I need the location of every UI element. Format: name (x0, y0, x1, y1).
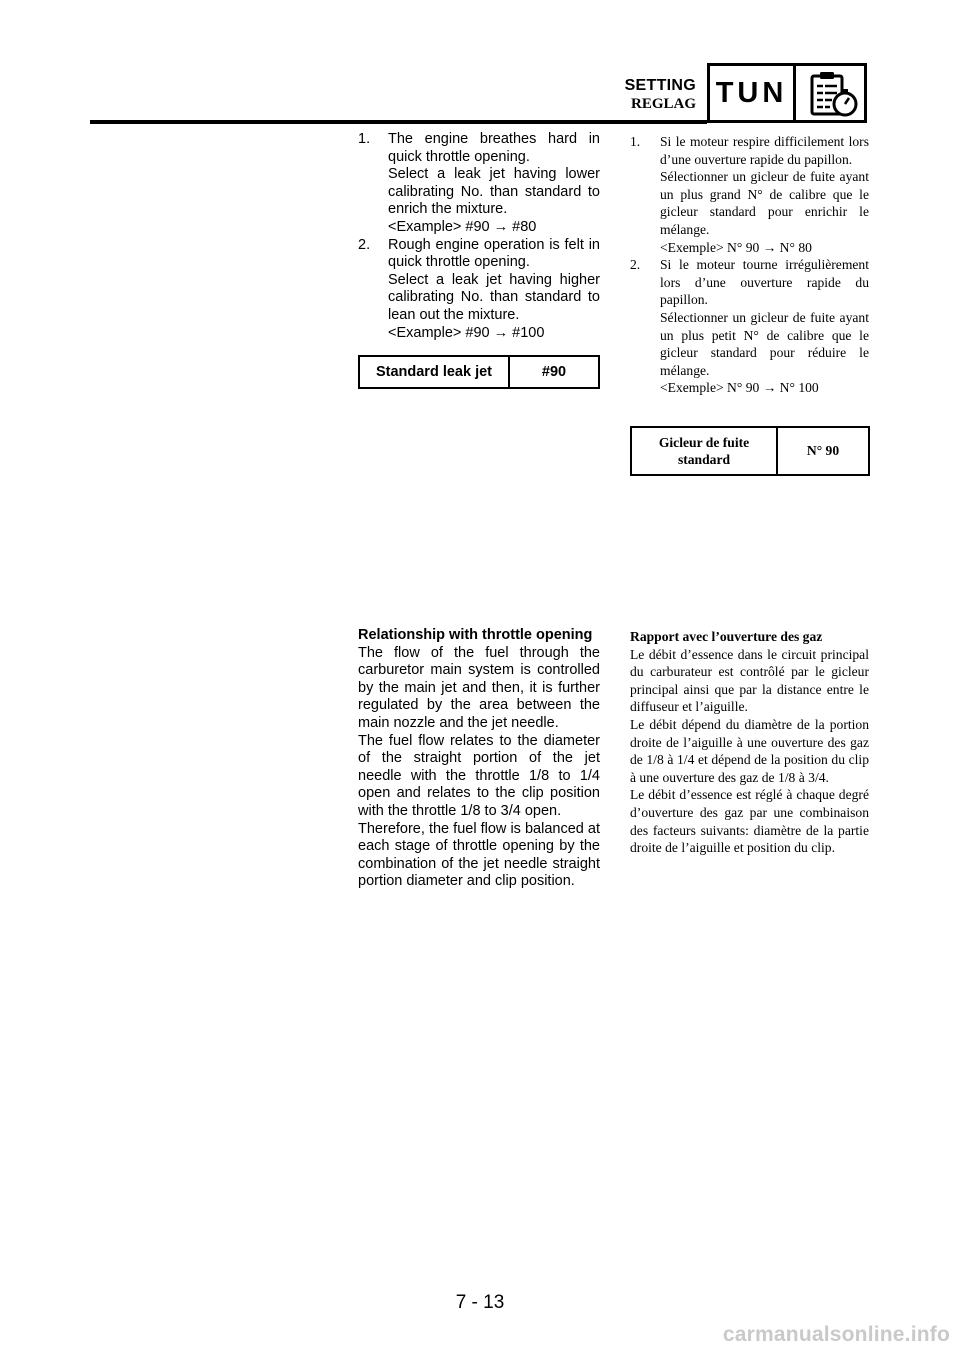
english-steps (358, 131, 600, 342)
spec-label: Gicleur de fuite standard (631, 427, 777, 475)
spec-value: #90 (509, 356, 599, 388)
list-item: 1. Si le moteur respire difficilement lors d’une ouverture rapide du papillon. Sélectionner un gicleur de fuite ayant un plus grand N° de calibre que le gicleur standard pour enrichir le mélange. <Exemple> N° 90 → N° 80 (630, 134, 869, 255)
section-title-fr: REGLAG (630, 96, 696, 112)
french-steps (630, 133, 869, 397)
paragraph: Le débit d’essence est réglé à chaque degré d’ouverture des gaz par une combinaison des facteurs suivants: diamètre de la partie droite de l’aiguille et position du clip. (630, 787, 869, 856)
section-heading: Relationship with throttle opening (358, 627, 593, 643)
list-item: 2. Si le moteur tourne irrégulièrement lors d’une ouverture rapide du papillon. Sélectionner un gicleur de fuite ayant un plus petit N° de calibre que le gicleur standard pour réduire le mélange. <Exemple> N° 90 → N° 100 (630, 257, 869, 396)
section-heading: Rapport avec l’ouverture des gaz (630, 629, 823, 644)
paragraph: The flow of the fuel through the carburetor main system is controlled by the main jet and then, it is further regulated by the area between the main nozzle and the jet needle. (358, 644, 600, 731)
spec-table-en (358, 355, 600, 389)
section-title-en: SETTING (624, 77, 696, 94)
french-section (630, 628, 869, 857)
header-rule (90, 120, 707, 124)
paragraph: The fuel flow relates to the diameter of the straight portion of the jet needle with the throttle 1/8 to 1/4 open and relates to the clip position with the throttle 1/8 to 3/4 open. (358, 732, 600, 819)
list-item: 2. Rough engine operation is felt in quick throttle opening. Select a leak jet having higher calibrating No. than standard to lean out the mixture. <Example> #90 → #100 (358, 236, 600, 341)
watermark: carmanualsonline.info (722, 1323, 950, 1346)
spec-table-fr (630, 426, 870, 476)
spec-label: Standard leak jet (359, 356, 509, 388)
section-code: TUN (710, 66, 796, 120)
spec-value: N° 90 (777, 427, 869, 475)
paragraph: Le débit dépend du diamètre de la portion droite de l’aiguille à une ouverture des gaz de 1/8 à 1/4 et dépend de la position du clip à une ouverture des gaz de 1/8 à 3/4. (630, 716, 869, 785)
clipboard-stopwatch-icon (806, 70, 860, 118)
paragraph: Therefore, the fuel flow is balanced at each stage of throttle opening by the combination of the jet needle straight portion diameter and clip position. (358, 820, 600, 890)
section-tab (707, 63, 867, 123)
page-number: 7 - 13 (455, 1292, 505, 1313)
paragraph: Le débit d’essence dans le circuit principal du carburateur est contrôlé par le gicleur principal ainsi que par la distance entre le diffuseur et l’aiguille. (630, 646, 869, 715)
list-item: 1. The engine breathes hard in quick throttle opening. Select a leak jet having lower calibrating No. than standard to enrich the mixture. <Example> #90 → #80 (358, 131, 600, 235)
english-section (358, 627, 600, 891)
